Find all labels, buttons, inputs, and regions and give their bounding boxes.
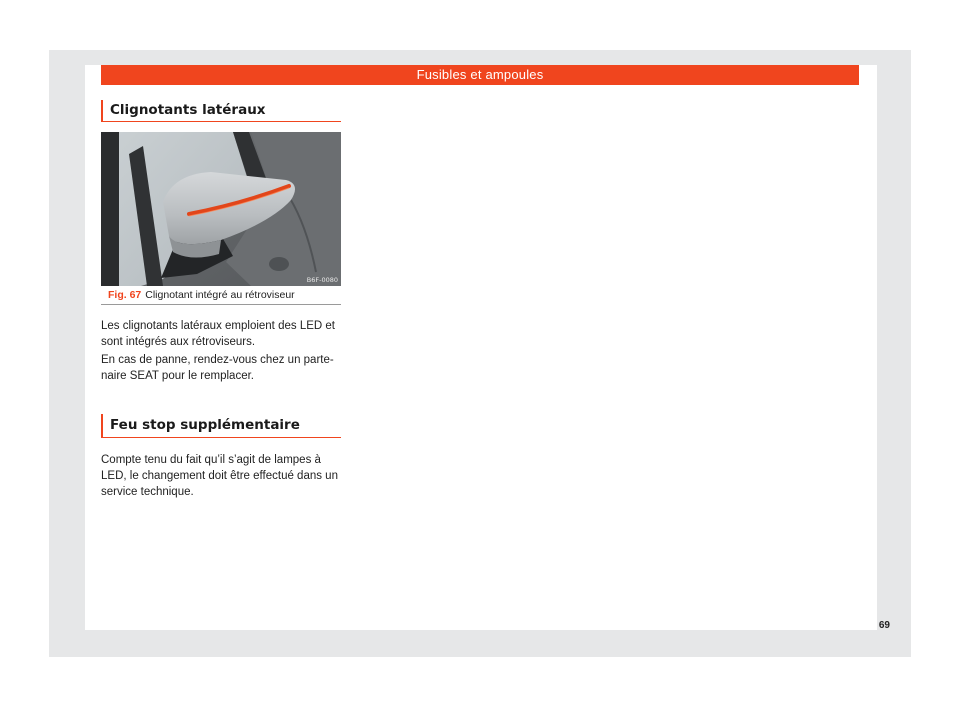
figure-id: B6F-0080	[306, 276, 338, 284]
figure-label: Fig. 67	[108, 289, 142, 301]
figure-caption	[101, 286, 341, 305]
side-mirror-illustration-icon	[101, 132, 341, 286]
page-number: 69	[878, 620, 890, 631]
section-title-side-indicators: Clignotants latéraux	[101, 100, 341, 122]
paragraph-brake-light-led: Compte tenu du fait qu’il s’agit de lampes à LED, le changement doit être effectué dans un service technique.	[101, 454, 338, 498]
chapter-header: Fusibles et ampoules	[101, 65, 859, 85]
mirror-figure	[101, 132, 341, 286]
paragraph-side-indicators-led: Les clignotants latéraux emploient des LED et sont intégrés aux rétroviseurs.	[101, 320, 335, 348]
section-title-extra-brake-light: Feu stop supplémentaire	[101, 414, 341, 438]
paragraph-side-indicators-replace: En cas de panne, rendez-vous chez un parte-naire SEAT pour le remplacer.	[101, 354, 334, 382]
figure-caption-text: Clignotant intégré au rétroviseur	[145, 289, 295, 301]
